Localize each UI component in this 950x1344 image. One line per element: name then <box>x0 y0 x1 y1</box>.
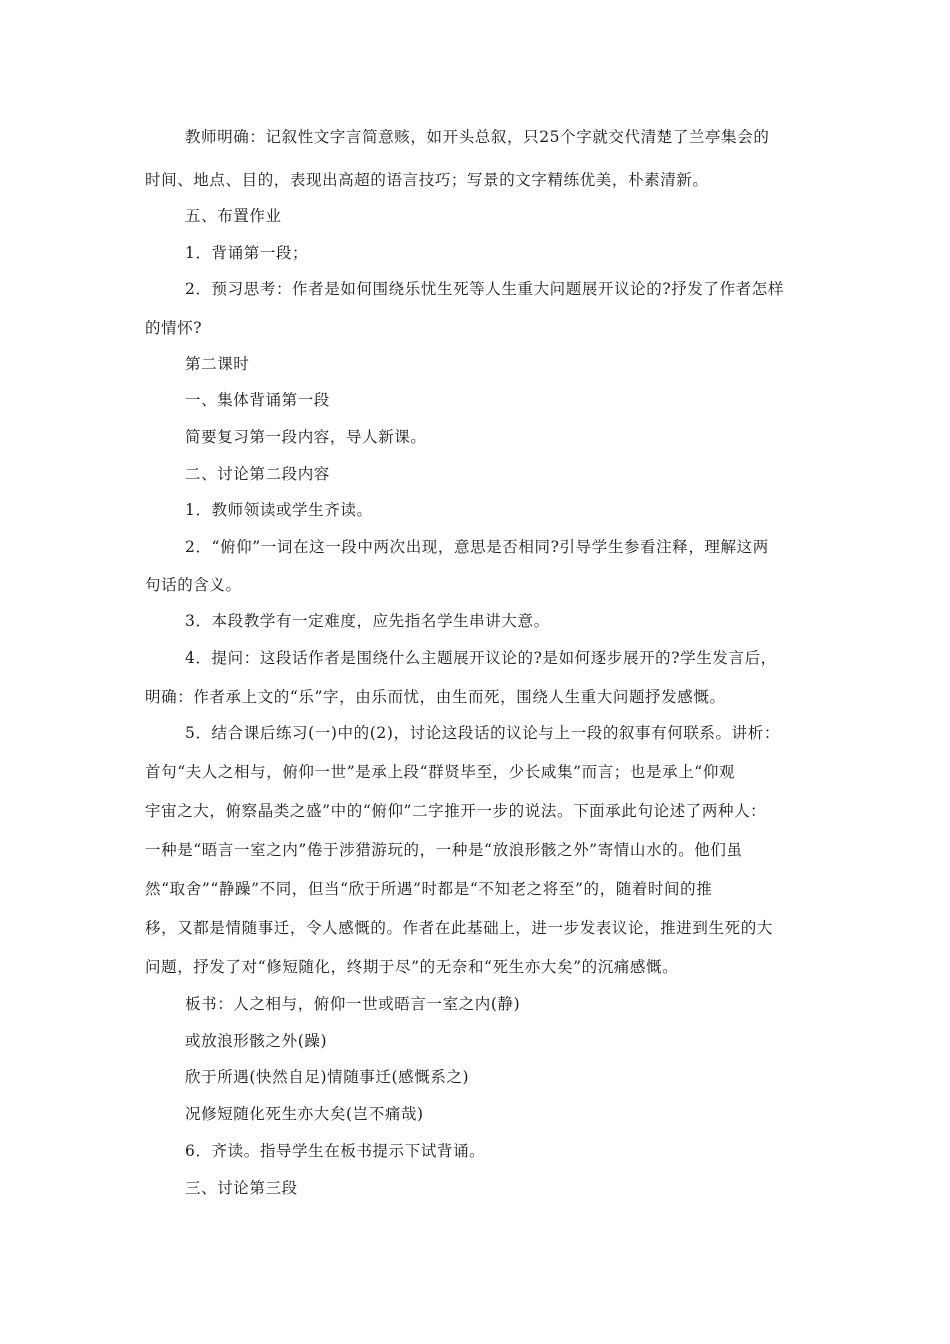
paragraph-line: 简要复习第一段内容，导人新课。 <box>185 428 427 446</box>
paragraph-line: 宇宙之大，俯察晶类之盛”中的“俯仰”二字推开一步的说法。下面承此句论述了两种人： <box>145 802 767 820</box>
paragraph-line: 时间、地点、目的，表现出高超的语言技巧；写景的文字精练优美，朴素清新。 <box>145 171 709 189</box>
paragraph-line: 的情怀? <box>145 319 203 337</box>
list-item: 3．本段教学有一定难度，应先指名学生串讲大意。 <box>185 612 550 630</box>
list-item: 6．齐读。指导学生在板书提示下试背诵。 <box>185 1142 486 1160</box>
paragraph-line: 移，又都是情随事迁，令人感慨的。作者在此基础上，进一步发表议论，推进到生死的大 <box>145 919 773 937</box>
board-note-line: 或放浪形骸之外(躁) <box>185 1032 328 1050</box>
paragraph-line: 教师明确：记叙性文字言简意赅，如开头总叙，只25个字就交代清楚了兰亭集会的 <box>185 128 770 146</box>
paragraph-line: 问题，抒发了对“修短随化，终期于尽”的无奈和“死生亦大矣”的沉痛感慨。 <box>145 958 679 976</box>
list-item: 5．结合课后练习(一)中的(2)，讨论这段话的议论与上一段的叙事有何联系。讲析： <box>185 724 780 742</box>
section-heading: 五、布置作业 <box>185 207 282 225</box>
board-note-line: 况修短随化死生亦大矣(岂不痛哉) <box>185 1105 424 1123</box>
list-item: 4．提问：这段话作者是围绕什么主题展开议论的?是如何逐步展开的?学生发言后， <box>185 649 777 667</box>
section-heading: 一、集体背诵第一段 <box>185 391 330 409</box>
section-heading: 二、讨论第二段内容 <box>185 465 330 483</box>
board-note-line: 板书：人之相与，俯仰一世或晤言一室之内(静) <box>185 995 521 1013</box>
lesson-heading: 第二课时 <box>185 355 250 373</box>
list-item: 1．背诵第一段； <box>185 244 309 262</box>
board-note-line: 欣于所遇(快然自足)情随事迁(感慨系之) <box>185 1068 470 1086</box>
list-item: 2．预习思考：作者是如何围绕乐忧生死等人生重大问题展开议论的?抒发了作者怎样 <box>185 280 784 298</box>
section-heading: 三、讨论第三段 <box>185 1179 298 1197</box>
paragraph-line: 首句“夫人之相与，俯仰一世”是承上段“群贤毕至，少长咸集”而言；也是承上“仰观 <box>145 763 736 781</box>
list-item: 2．“俯仰”一词在这一段中两次出现，意思是否相同?引导学生参看注释，理解这两 <box>185 538 769 556</box>
paragraph-line: 明确：作者承上文的“乐”字，由乐而忧，由生而死，围绕人生重大问题抒发感慨。 <box>145 688 726 706</box>
paragraph-line: 句话的含义。 <box>145 576 242 594</box>
paragraph-line: 然“取舍”“静躁”不同，但当“欣于所遇”时都是“不知老之将至”的，随着时间的推 <box>145 880 713 898</box>
paragraph-line: 一种是“晤言一室之内”倦于涉猎游玩的，一种是“放浪形骸之外”寄情山水的。他们虽 <box>145 841 743 859</box>
list-item: 1．教师领读或学生齐读。 <box>185 501 373 519</box>
